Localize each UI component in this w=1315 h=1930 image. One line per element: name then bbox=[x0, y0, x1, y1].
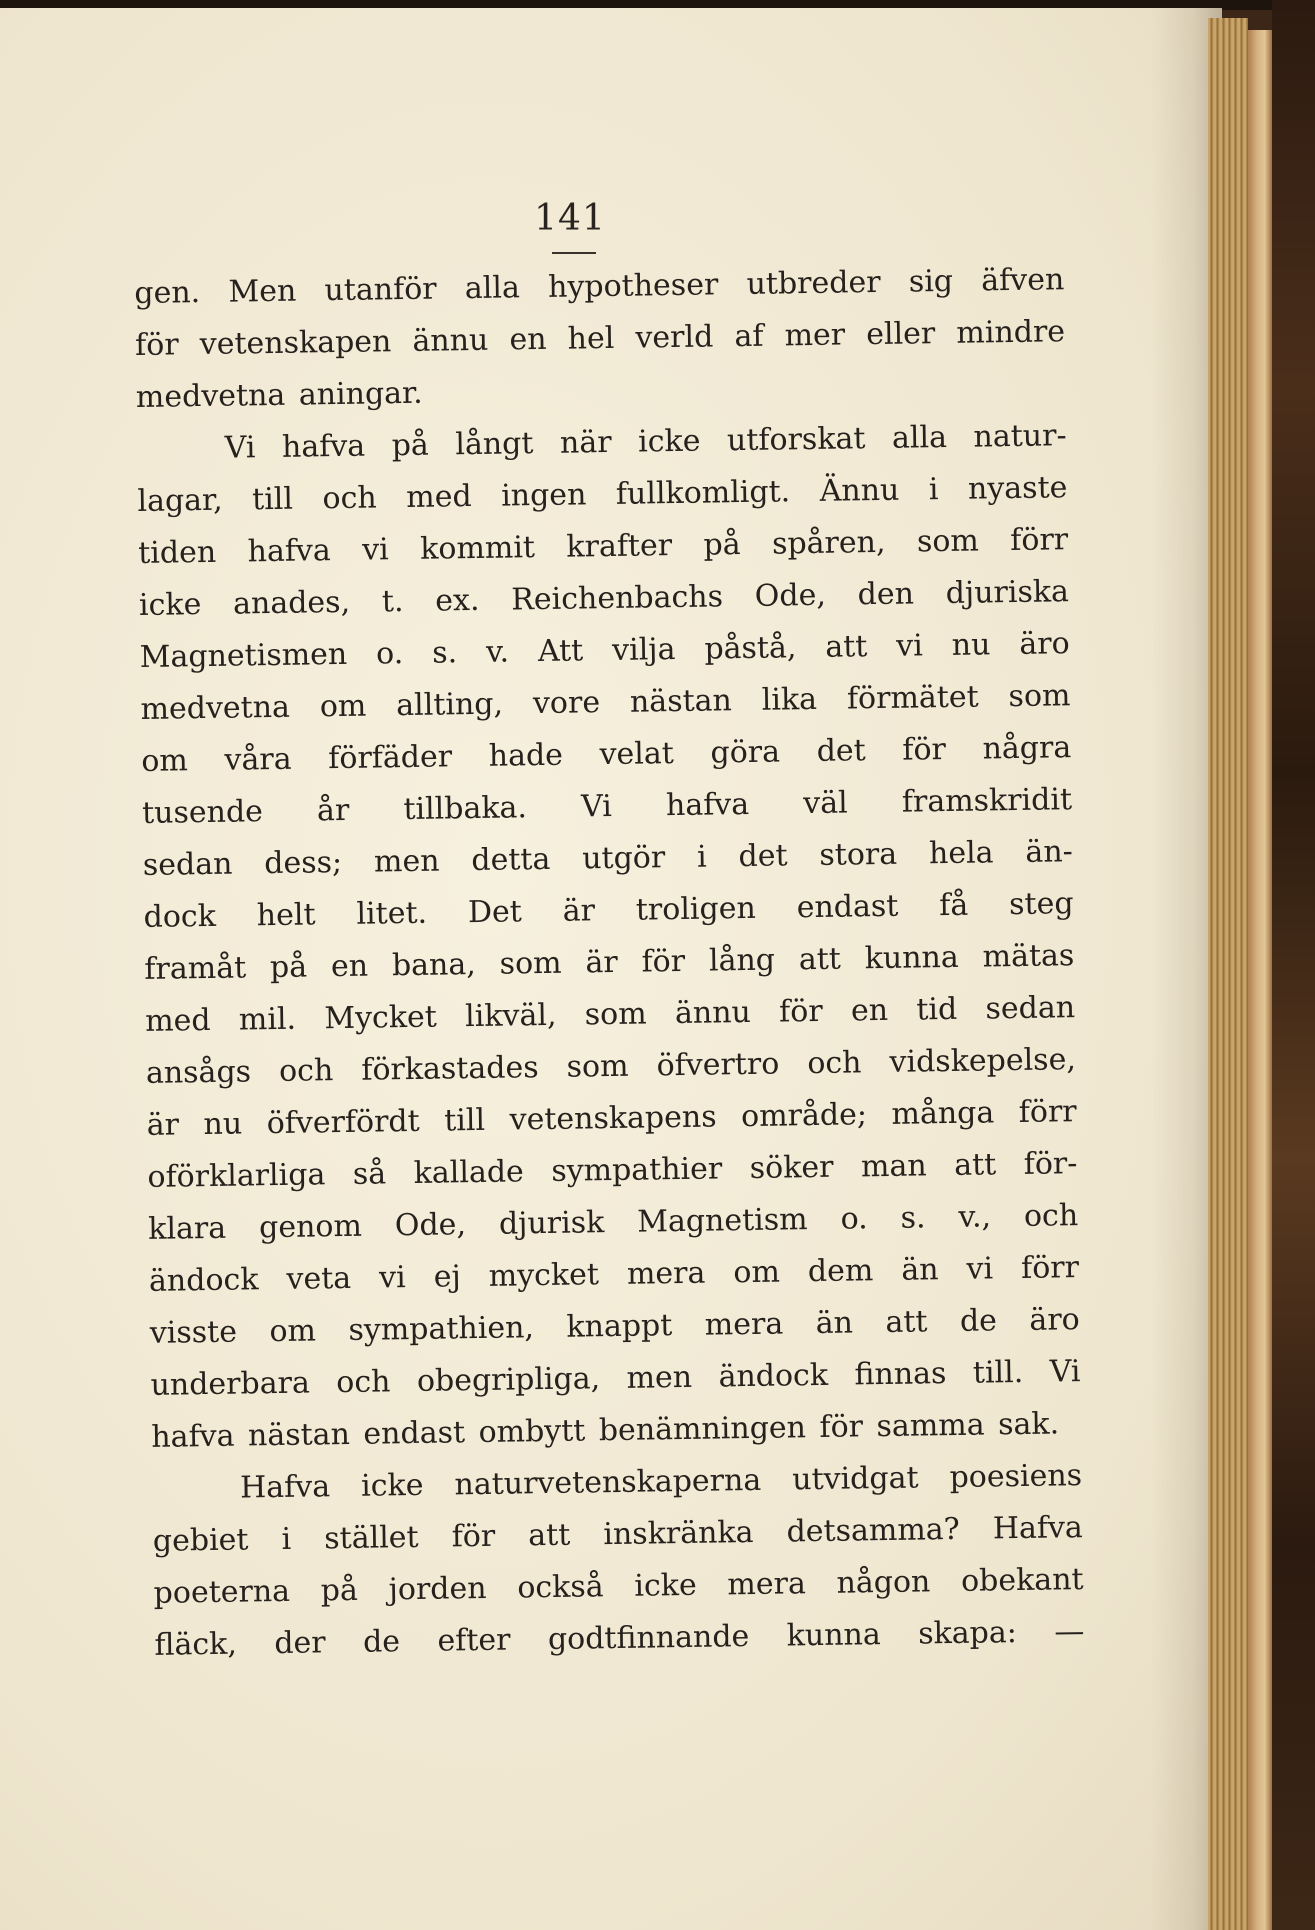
text-line: dock helt litet. Det är troligen endast få steg bbox=[143, 886, 1074, 935]
page-edges-outer bbox=[1248, 30, 1272, 1930]
text-line: medvetna aningar. bbox=[135, 375, 423, 415]
text-line: ansågs och förkastades som öfvertro och vidskepelse, bbox=[145, 1042, 1077, 1091]
text-line: gebiet i stället för att inskränka detsamma? Hafva bbox=[152, 1510, 1084, 1559]
page-number: 141 bbox=[534, 198, 606, 239]
text-line: fläck, der de efter godtfinnande kunna skapa: — bbox=[154, 1614, 1085, 1663]
text-line: medvetna om allting, vore nästan lika förmätet som bbox=[140, 678, 1071, 727]
text-line: gen. Men utanför alla hypotheser utbreder sig äfven bbox=[134, 262, 1065, 311]
text-line: för vetenskapen ännu en hel verld af mer eller mindre bbox=[134, 314, 1066, 363]
text-line: sedan dess; men detta utgör i det stora hela än- bbox=[142, 834, 1074, 883]
header-rule bbox=[552, 252, 596, 254]
text-line: tusende år tillbaka. Vi hafva väl framskridit bbox=[141, 782, 1073, 831]
text-line: visste om sympathien, knappt mera än att de äro bbox=[149, 1302, 1080, 1351]
text-line: lagar, till och med ingen fullkomligt. Ännu i nyaste bbox=[137, 470, 1068, 519]
text-line: om våra förfäder hade velat göra det för några bbox=[141, 730, 1072, 779]
text-line: Magnetismen o. s. v. Att vilja påstå, att vi nu äro bbox=[139, 626, 1070, 675]
body-text bbox=[134, 254, 1085, 1672]
text-line: poeterna på jorden också icke mera någon obekant bbox=[153, 1562, 1084, 1611]
book-cover bbox=[1272, 0, 1315, 1930]
text-line: Hafva icke naturvetenskaperna utvidgat poesiens bbox=[239, 1458, 1083, 1506]
text-line: Vi hafva på långt när icke utforskat alla natur- bbox=[224, 418, 1067, 466]
text-line: icke anades, t. ex. Reichenbachs Ode, den djuriska bbox=[138, 574, 1070, 623]
text-line: underbara och obegripliga, men ändock finnas till. Vi bbox=[150, 1354, 1081, 1403]
text-line: är nu öfverfördt till vetenskapens område; många förr bbox=[146, 1094, 1077, 1143]
text-line: framåt på en bana, som är för lång att kunna mätas bbox=[144, 938, 1075, 987]
text-line: med mil. Mycket likväl, som ännu för en tid sedan bbox=[144, 990, 1076, 1039]
page-edges bbox=[1208, 18, 1248, 1930]
text-line: ändock veta vi ej mycket mera om dem än vi förr bbox=[148, 1250, 1080, 1299]
text-line: tiden hafva vi kommit krafter på spåren, som förr bbox=[137, 522, 1069, 571]
text-line: hafva nästan endast ombytt benämningen för samma sak. bbox=[151, 1406, 1060, 1455]
text-line: klara genom Ode, djurisk Magnetism o. s. v., och bbox=[148, 1198, 1079, 1247]
text-line: oförklarliga så kallade sympathier söker man att för- bbox=[147, 1146, 1078, 1195]
